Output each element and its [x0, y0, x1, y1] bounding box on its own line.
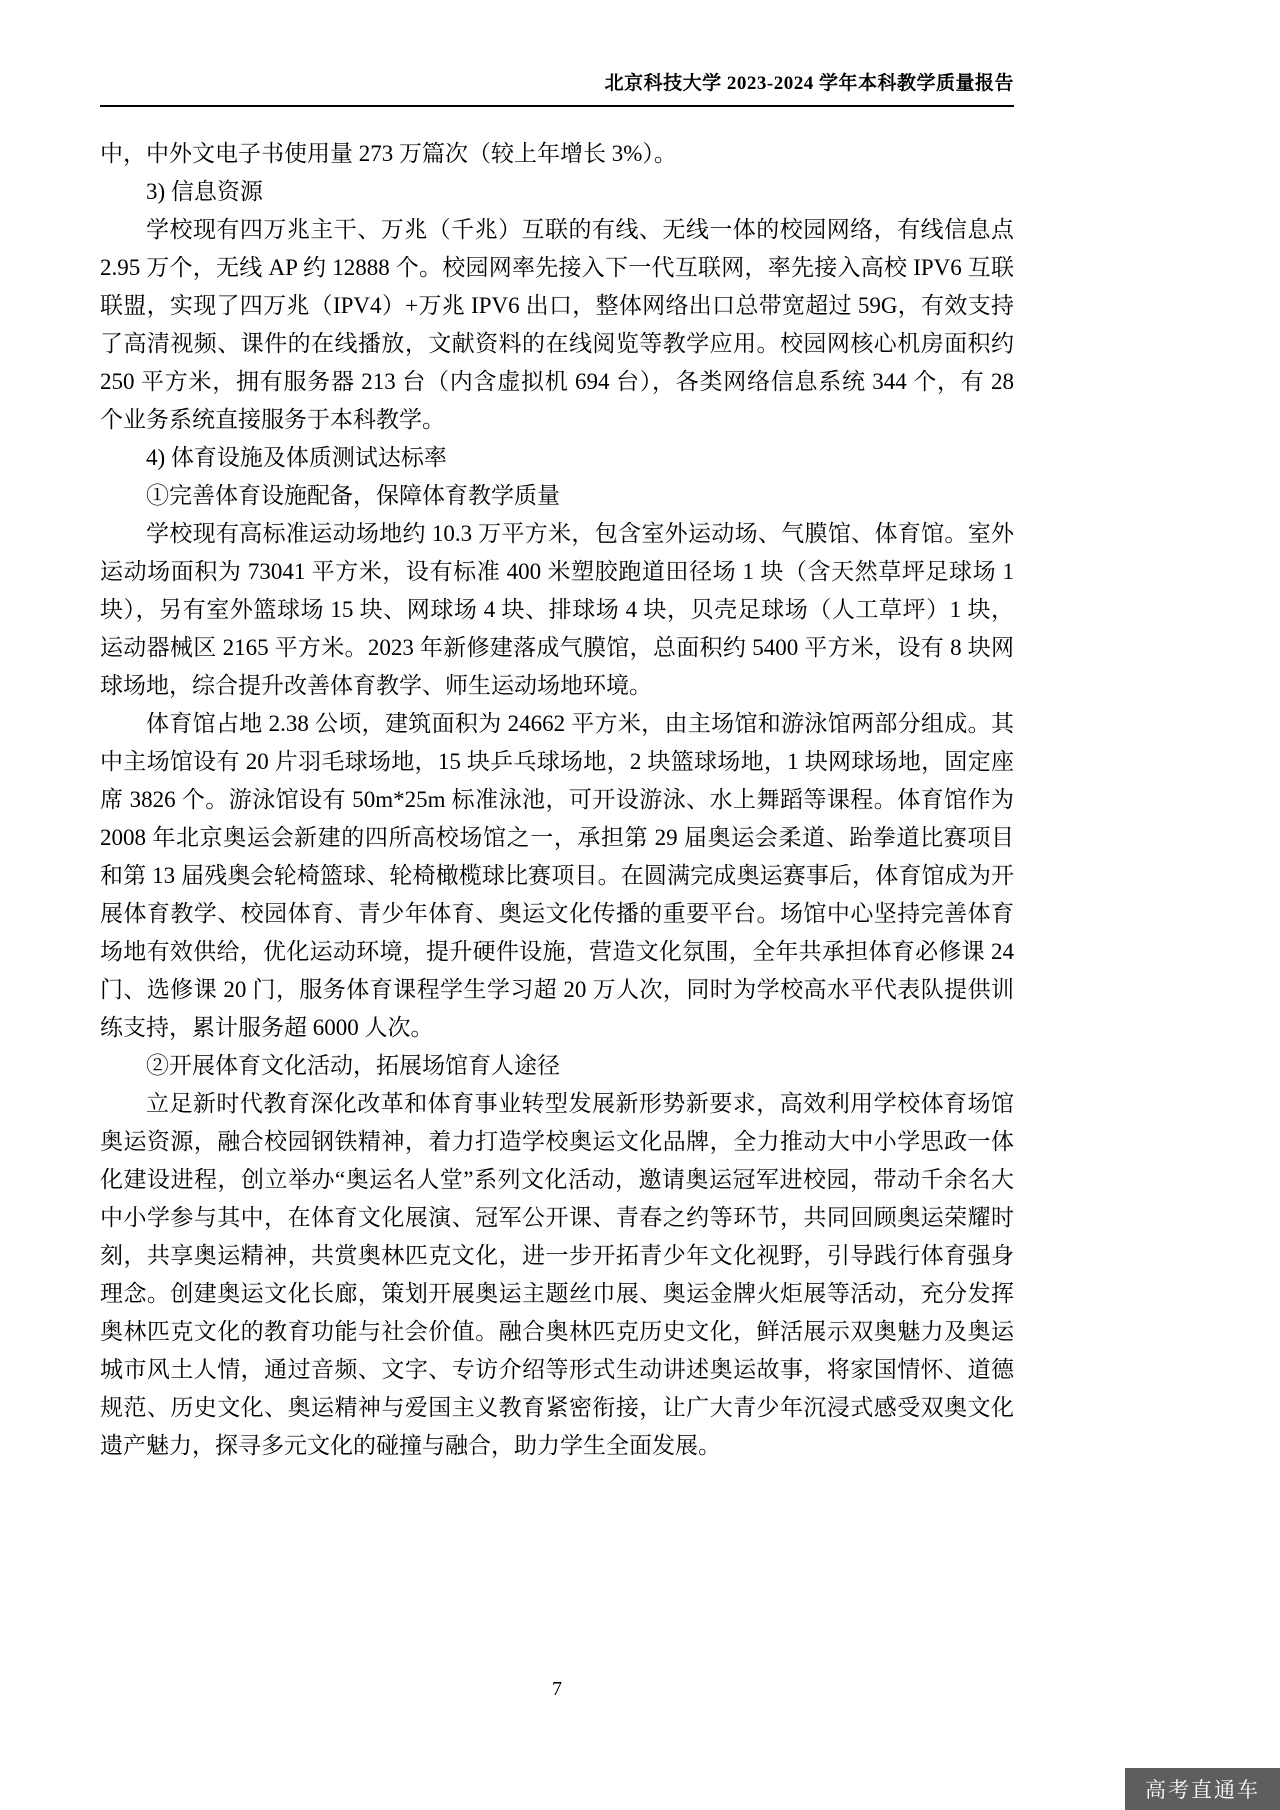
paragraph: 中，中外文电子书使用量 273 万篇次（较上年增长 3%）。: [100, 141, 677, 166]
watermark-badge: [1125, 1768, 1280, 1810]
document-body: [100, 135, 1014, 1465]
report-header-title: 北京科技大学 2023-2024 学年本科教学质量报告: [604, 73, 1014, 94]
page-content: [100, 72, 1014, 1465]
watermark-text: 高考直通车: [1145, 1779, 1260, 1802]
section-heading: ①完善体育设施配备，保障体育教学质量: [146, 483, 560, 508]
header-divider: [100, 105, 1014, 107]
paragraph: 学校现有四万兆主干、万兆（千兆）互联的有线、无线一体的校园网络，有线信息点 2.95 万个，无线 AP 约 12888 个。校园网率先接入下一代互联网，率先接入高校 IPV6 互联联盟，实现了四万兆（IPV4）+万兆 IPV6 出口，整体网络出口总带宽超过 59G，有效支持了高清视频、课件的在线播放，文献资料的在线阅览等教学应用。校园网核心机房面积约 250 平方米，拥有服务器 213 台（内含虚拟机 694 台），各类网络信息系统 344 个，有 28 个业务系统直接服务于本科教学。: [100, 217, 1014, 432]
paragraph: 立足新时代教育深化改革和体育事业转型发展新形势新要求，高效利用学校体育场馆奥运资源，融合校园钢铁精神，着力打造学校奥运文化品牌，全力推动大中小学思政一体化建设进程，创立举办“奥运名人堂”系列文化活动，邀请奥运冠军进校园，带动千余名大中小学参与其中，在体育文化展演、冠军公开课、青春之约等环节，共同回顾奥运荣耀时刻，共享奥运精神，共赏奥林匹克文化，进一步开拓青少年文化视野，引导践行体育强身理念。创建奥运文化长廊，策划开展奥运主题丝巾展、奥运金牌火炬展等活动，充分发挥奥林匹克文化的教育功能与社会价值。融合奥林匹克历史文化，鲜活展示双奥魅力及奥运城市风土人情，通过音频、文字、专访介绍等形式生动讲述奥运故事，将家国情怀、道德规范、历史文化、奥运精神与爱国主义教育紧密衔接，让广大青少年沉浸式感受双奥文化遗产魅力，探寻多元文化的碰撞与融合，助力学生全面发展。: [100, 1091, 1014, 1458]
page-number: 7: [552, 1678, 562, 1700]
section-heading: 4) 体育设施及体质测试达标率: [146, 445, 447, 470]
paragraph: 体育馆占地 2.38 公顷，建筑面积为 24662 平方米，由主场馆和游泳馆两部分组成。其中主场馆设有 20 片羽毛球场地，15 块乒乓球场地，2 块篮球场地，1 块网球场地，固定座席 3826 个。游泳馆设有 50m*25m 标准泳池，可开设游泳、水上舞蹈等课程。体育馆作为 2008 年北京奥运会新建的四所高校场馆之一，承担第 29 届奥运会柔道、跆拳道比赛项目和第 13 届残奥会轮椅篮球、轮椅橄榄球比赛项目。在圆满完成奥运赛事后，体育馆成为开展体育教学、校园体育、青少年体育、奥运文化传播的重要平台。场馆中心坚持完善体育场地有效供给，优化运动环境，提升硬件设施，营造文化氛围，全年共承担体育必修课 24 门、选修课 20 门，服务体育课程学生学习超 20 万人次，同时为学校高水平代表队提供训练支持，累计服务超 6000 人次。: [100, 711, 1014, 1040]
section-heading: ②开展体育文化活动，拓展场馆育人途径: [146, 1053, 560, 1078]
paragraph: 学校现有高标准运动场地约 10.3 万平方米，包含室外运动场、气膜馆、体育馆。室外运动场面积为 73041 平方米，设有标准 400 米塑胶跑道田径场 1 块（含天然草坪足球场 1 块），另有室外篮球场 15 块、网球场 4 块、排球场 4 块，贝壳足球场（人工草坪）1 块，运动器械区 2165 平方米。2023 年新修建落成气膜馆，总面积约 5400 平方米，设有 8 块网球场地，综合提升改善体育教学、师生运动场地环境。: [100, 521, 1014, 698]
section-heading: 3) 信息资源: [146, 179, 263, 204]
